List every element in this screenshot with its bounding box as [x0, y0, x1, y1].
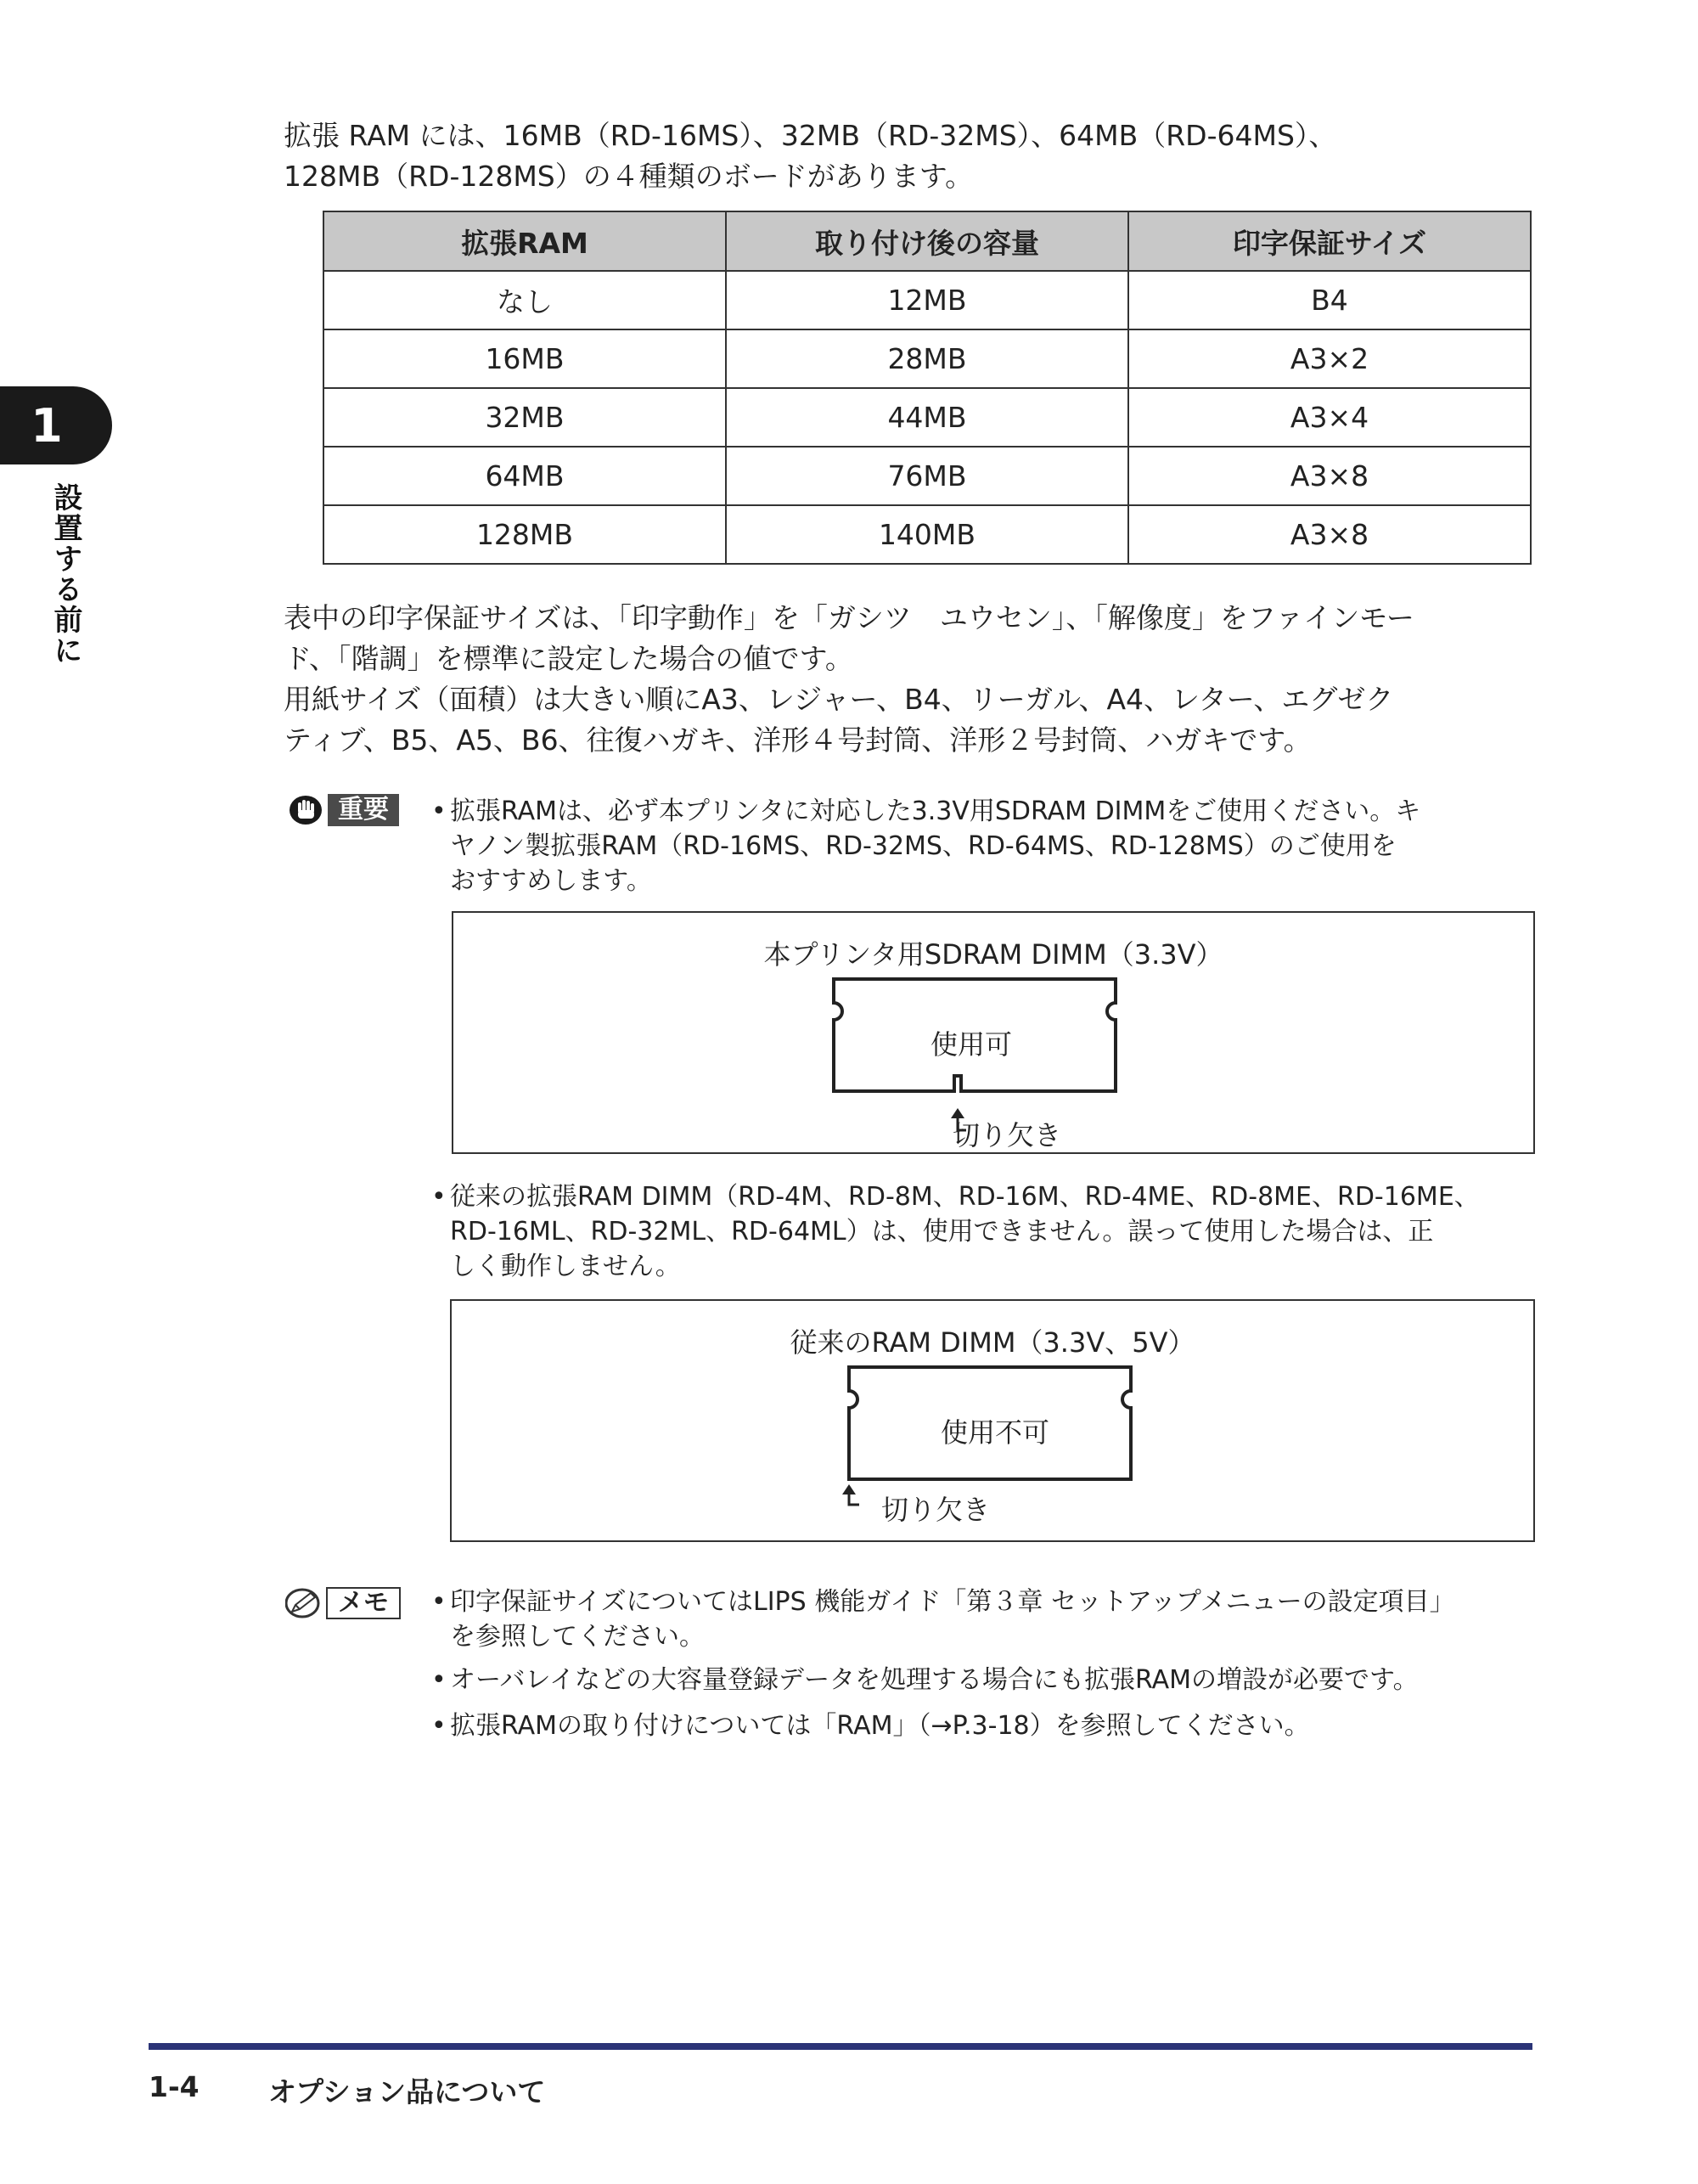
table-row [323, 329, 1531, 388]
bullet-line: ヤノン製拡張RAM（RD-16MS、RD-32MS、RD-64MS、RD-128MS）のご使用を [450, 831, 1397, 861]
bullet-line: しく動作しません。 [450, 1252, 681, 1281]
bullet-line: • 拡張RAMの取り付けについては「RAM」（→P.3-18）を参照してください。 [450, 1708, 1545, 1743]
intro-line: 拡張 RAM には、16MB（RD-16MS）、32MB（RD-32MS）、64MB（RD-64MS）、 [284, 119, 1337, 152]
table-cell: A3×8 [1128, 447, 1531, 505]
table-row [323, 505, 1531, 564]
table-cell: 16MB [323, 329, 726, 388]
important-bullet [450, 794, 1537, 898]
explanation-paragraph [284, 598, 1540, 761]
table-cell: 140MB [726, 505, 1128, 564]
chapter-title: 設置する前に [48, 482, 82, 666]
table-cell: A3×8 [1128, 505, 1531, 564]
important-bullet [450, 1179, 1537, 1284]
bullet-line: • 拡張RAMは、必ず本プリンタに対応した3.3V用SDRAM DIMMをご使用ください。キ [450, 794, 1537, 829]
chapter-number: 1 [31, 398, 63, 453]
ram-capacity-table [323, 211, 1532, 565]
memo-badge [285, 1586, 401, 1620]
table-cell: A3×4 [1128, 388, 1531, 447]
hand-stop-icon [289, 794, 323, 826]
table-cell: 128MB [323, 505, 726, 564]
intro-paragraph [284, 115, 1540, 197]
table-cell: B4 [1128, 271, 1531, 329]
memo-bullet [450, 1708, 1545, 1743]
footer-section-title: オプション品について [268, 2075, 546, 2108]
diagram-title: 従来のRAM DIMM（3.3V、5V） [790, 1326, 1195, 1359]
notch-label: 切り欠き [953, 1119, 1062, 1151]
table-cell: 44MB [726, 388, 1128, 447]
table-cell: 32MB [323, 388, 726, 447]
table-cell: 76MB [726, 447, 1128, 505]
pencil-icon [285, 1588, 321, 1618]
legacy-dimm-diagram [450, 1299, 1535, 1542]
page-number: 1-4 [149, 2070, 200, 2103]
explanation-line: ティブ、B5、A5、B6、往復ハガキ、洋形４号封筒、洋形２号封筒、ハガキです。 [284, 723, 1312, 757]
memo-bullet [450, 1585, 1545, 1654]
sdram-dimm-diagram [452, 911, 1535, 1154]
table-cell: A3×2 [1128, 329, 1531, 388]
table-row [323, 271, 1531, 329]
memo-label: メモ [326, 1587, 401, 1619]
table-cell: 64MB [323, 447, 726, 505]
bullet-line: RD-16ML、RD-32ML、RD-64ML）は、使用できません。誤って使用した場合は、正 [450, 1217, 1434, 1247]
unusable-label: 使用不可 [940, 1416, 1049, 1449]
column-header-ram: 拡張RAM [323, 211, 726, 271]
bullet-line: • オーバレイなどの大容量登録データを処理する場合にも拡張RAMの増設が必要です。 [450, 1663, 1545, 1697]
bullet-line: • 従来の拡張RAM DIMM（RD-4M、RD-8M、RD-16M、RD-4ME、RD-8ME、RD-16ME、 [450, 1179, 1537, 1214]
table-header-row [323, 211, 1531, 271]
diagram-title: 本プリンタ用SDRAM DIMM（3.3V） [763, 938, 1223, 971]
notch-label: 切り欠き [881, 1494, 991, 1526]
important-badge [285, 794, 408, 826]
table-cell: 28MB [726, 329, 1128, 388]
bullet-line: を参照してください。 [450, 1622, 705, 1652]
table-row [323, 447, 1531, 505]
footer-rule [149, 2043, 1532, 2050]
chapter-tab [0, 386, 112, 464]
explanation-line: 表中の印字保証サイズは、「印字動作」を「ガシツ ユウセン」、「解像度」をファインモー [284, 601, 1414, 634]
column-header-capacity: 取り付け後の容量 [726, 211, 1128, 271]
intro-line: 128MB（RD-128MS）の４種類のボードがあります。 [284, 160, 974, 193]
column-header-print-size: 印字保証サイズ [1128, 211, 1531, 271]
explanation-line: 用紙サイズ（面積）は大きい順にA3、レジャー、B4、リーガル、A4、レター、エグゼク [284, 683, 1394, 716]
bullet-line: • 印字保証サイズについてはLIPS 機能ガイド「第３章 セットアップメニューの設定項目」 [450, 1585, 1545, 1619]
table-cell: なし [323, 271, 726, 329]
table-cell: 12MB [726, 271, 1128, 329]
explanation-line: ド、「階調」を標準に設定した場合の値です。 [284, 642, 853, 675]
table-row [323, 388, 1531, 447]
memo-bullet [450, 1663, 1545, 1697]
bullet-line: おすすめします。 [450, 866, 652, 896]
important-label: 重要 [328, 794, 399, 826]
usable-label: 使用可 [930, 1028, 1012, 1061]
